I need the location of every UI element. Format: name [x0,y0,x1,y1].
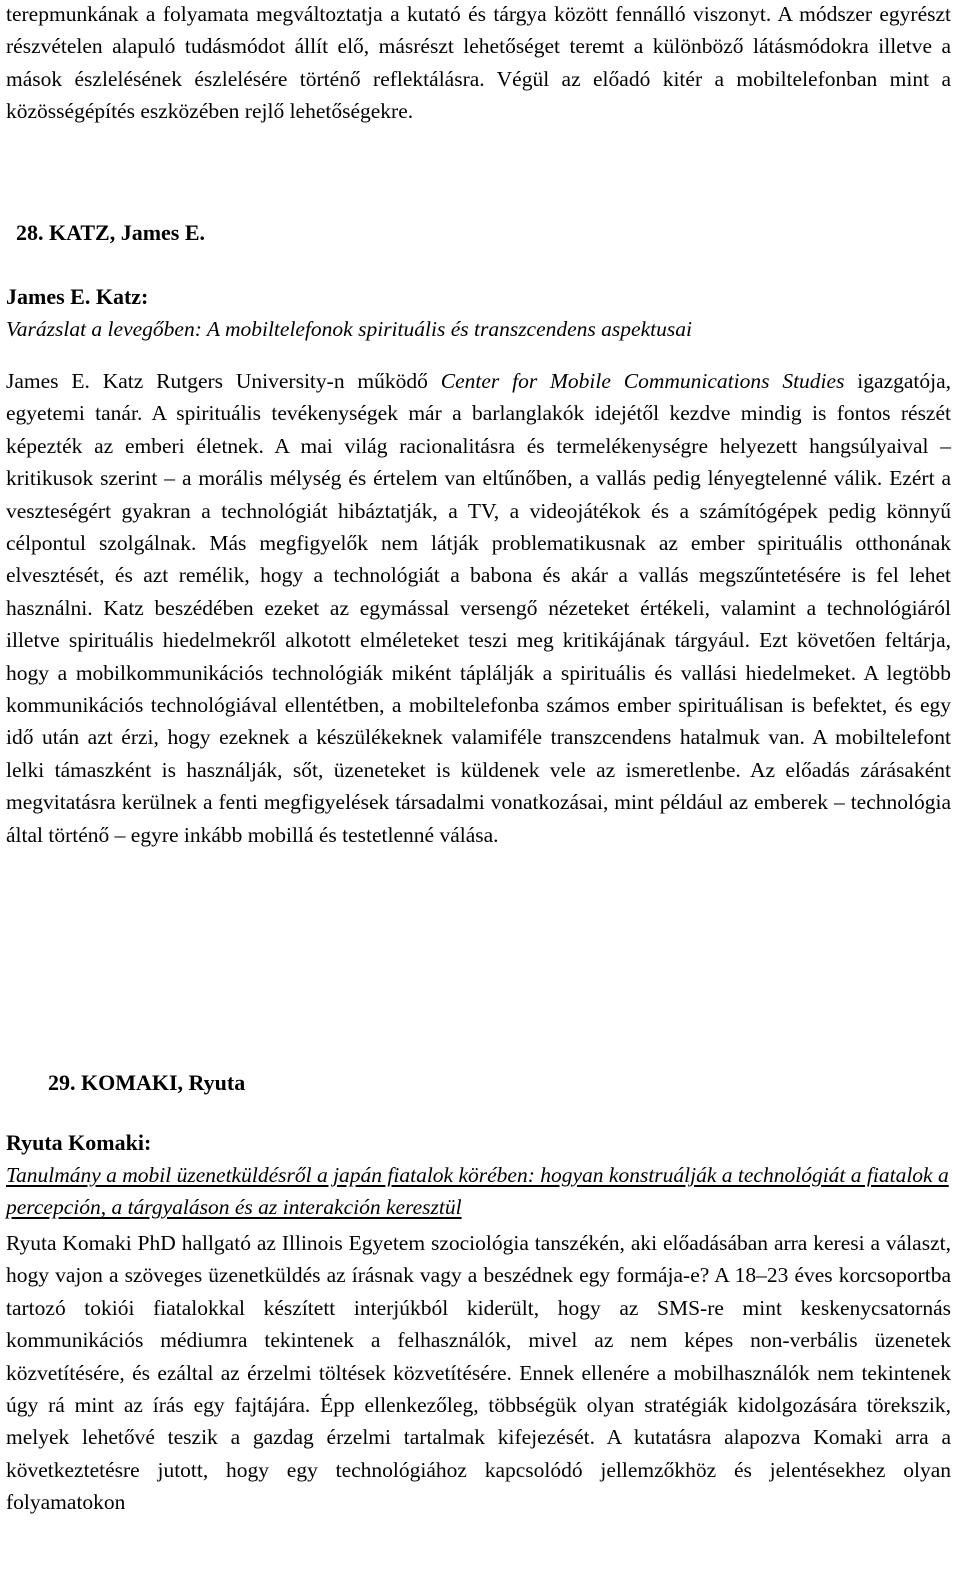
entry-28-lead: James E. Katz Rutgers University-n működő [6,369,428,393]
entry-29-title [6,1159,951,1223]
intro-paragraph: terepmunkának a folyamata megváltoztatja a kutató és tárgya között fennálló viszonyt. A módszer egyrészt részvételen alapuló tudásmódot állít elő, másrészt lehetőséget teremt a különböző látásmódokra illetve a mások észlelésének észlelésére történő reflektálásra. Végül az előadó kitér a mobiltelefonban mint a közösségépítés eszközében rejlő lehetőségekre. [6,2,951,124]
entry-29-heading: 29. KOMAKI, Ryuta [48,1070,246,1095]
entry-29-author: Ryuta Komaki: [6,1130,152,1155]
entry-28-body: igazgatója, egyetemi tanár. A spirituális tevékenységek már a barlanglakók idejétől kezdve mindig is fontos részét képezték az emberi életnek. A mai világ racionalitásra és termelékenységre helyezett hangsúlyaival – kritikusok szerint – a morális mélység és értelem van eltűnőben, a vallás pedig lényegtelenné válik. Ezért a veszteségért gyakran a technológiát hibáztatják, a TV, a videojátékok és a számítógépek pedig könnyű célpontul szolgálnak. Más megfigyelők nem látják problematikusnak az ember spirituális otthonának elvesztését, és azt remélik, hogy a technológiát a babona és akár a vallás megszűntetésére is fel lehet használni. Katz beszédében ezeket az egymással versengő nézeteket értékeli, valamint a technológiáról illetve spirituális hiedelmekről alkotott elméleteket teszi meg kritikájának tárgyául. Ezt követően feltárja, hogy a mobilkommunikációs technológiák miként táplálják a spirituális és vallási hiedelmeket. A legtöbb kommunikációs technológiával ellentétben, a mobiltelefonba számos ember spirituálisan is befektet, és egy idő után azt érzi, hogy ezeknek a készülékeknek valamiféle transzcendens hatalmuk van. A mobiltelefont lelki támaszként is használják, sőt, üzeneteket is küldenek vele az ismeretlenbe. Az előadás zárásaként megvitatásra kerülnek a fenti megfigyelések társadalmi vonatkozásai, mint például az emberek – technológia által történő – egyre inkább mobillá és testetlenné válása. [6,369,952,847]
entry-28-institution: Center for Mobile Communications Studies [440,369,845,393]
entry-28-heading: 28. KATZ, James E. [16,220,206,245]
entry-28-title: Varázslat a levegőben: A mobiltelefonok spirituális és transzcendens aspektusai [6,317,692,341]
entry-28-author: James E. Katz: [6,284,149,309]
entry-28-abstract [6,365,951,851]
entry-29-title-text: Tanulmány a mobil üzenetküldésről a japán fiatalok körében: hogyan konstruálják a technológiát a fiatalok a percepción, a tárgyaláson és az interakción keresztül [6,1163,949,1219]
entry-29-abstract: Ryuta Komaki PhD hallgató az Illinois Egyetem szociológia tanszékén, aki előadásában arra keresi a választ, hogy vajon a szöveges üzenetküldés az írásnak vagy a beszédnek egy formája-e? A 18–23 éves korcsoportba tartozó tokiói fiatalokkal készített interjúkból kiderült, hogy az SMS-re mint keskenycsatornás kommunikációs médiumra tekintenek a felhasználók, mivel az nem képes non-verbális üzenetek közvetítésére, és ezáltal az érzelmi töltések közvetítésére. Ennek ellenére a mobilhasználók nem tekintenek úgy rá mint az írás egy fajtájára. Épp ellenkezőleg, többségük olyan stratégiák kidolgozására törekszik, melyek lehetővé teszik a gazdag érzelmi tartalmak kifejezését. A kutatásra alapozva Komaki arra a következtetésre jutott, hogy egy technológiához kapcsolódó jellemzőkhöz és jelentésekhez olyan folyamatokon [6,1231,951,1515]
